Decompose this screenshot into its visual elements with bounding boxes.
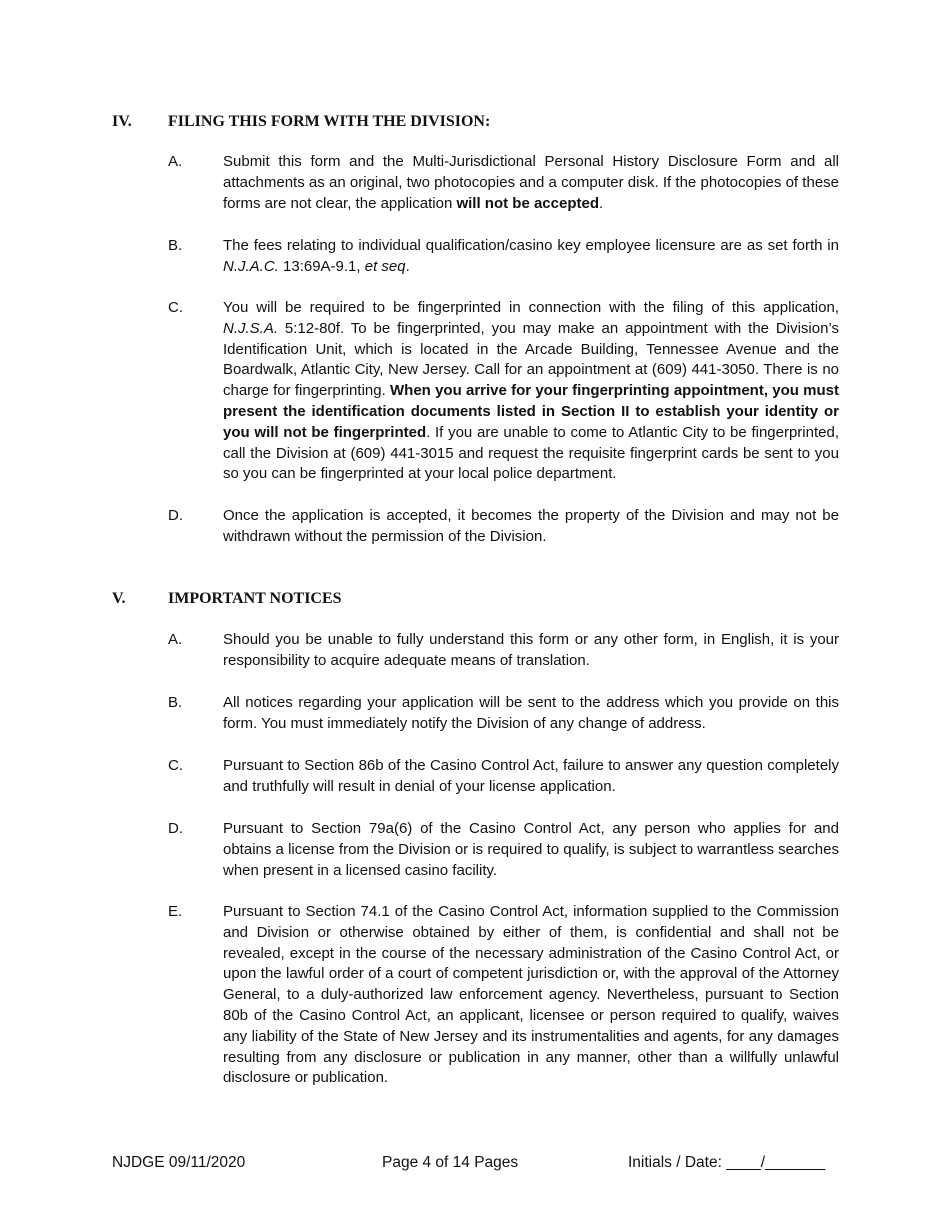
item-text (223, 902, 839, 1089)
item-letter: B. (168, 694, 183, 711)
footer-initials-date: Initials / Date: ____/_______ (628, 1154, 826, 1171)
text-segment: . If you are unable to come to Atlantic City to be fingerprinted, call the Division at (609) 441-3015 and request the requisite fingerprint cards be sent to you so you can be fingerprinted at your local police department. (223, 423, 839, 483)
item-letter: C. (168, 299, 183, 316)
section-title: FILING THIS FORM WITH THE DIVISION: (168, 113, 491, 130)
item-text (223, 236, 839, 278)
section-number: IV. (112, 113, 132, 130)
text-segment: Pursuant to Section 74.1 of the Casino Control Act, information supplied to the Commission and Division or otherwise obtained by either of them, is confidential and shall not be revealed, except in the course of the necessary administration of the Casino Control Act, or upon the lawful order of a court of competent jurisdiction or, with the approval of the Attorney General, to a duly-authorized law enforcement agency. Nevertheless, pursuant to Section 80b of the Casino Control Act, an applicant, licensee or person required to qualify, waives any liability of the State of New Jersey and its instrumentalities and agents, for any damages resulting from any disclosure or publication in any manner, other than a willfully unlawful disclosure or publication. (223, 903, 839, 1087)
section-title: IMPORTANT NOTICES (168, 590, 342, 607)
list-item (168, 902, 839, 1089)
item-letter: D. (168, 507, 183, 524)
item-letter: E. (168, 903, 183, 920)
item-text (223, 693, 839, 735)
item-text (223, 756, 839, 798)
list-item (168, 298, 839, 485)
text-segment: Pursuant to Section 86b of the Casino Control Act, failure to answer any question completely and truthfully will result in denial of your license application. (223, 757, 839, 795)
item-text (223, 506, 839, 548)
list-item (168, 236, 839, 278)
text-segment: Should you be unable to fully understand this form or any other form, in English, it is your responsibility to acquire adequate means of translation. (223, 631, 839, 669)
section-number: V. (112, 590, 126, 607)
text-segment: All notices regarding your application will be sent to the address which you provide on this form. You must immediately notify the Division of any change of address. (223, 694, 839, 732)
footer-page-number: Page 4 of 14 Pages (382, 1154, 519, 1171)
list-item (168, 819, 839, 881)
item-text (223, 152, 839, 214)
item-letter: A. (168, 153, 183, 170)
list-item (168, 152, 839, 214)
list-item (168, 506, 839, 548)
item-letter: D. (168, 820, 183, 837)
text-segment: Pursuant to Section 79a(6) of the Casino Control Act, any person who applies for and obtains a license from the Division or is required to qualify, is subject to warrantless searches when present in a licensed casino facility. (223, 820, 839, 879)
text-segment: et seq (364, 257, 406, 275)
text-segment: The fees relating to individual qualification/casino key employee licensure are as set forth in (223, 237, 839, 254)
text-segment: You will be required to be fingerprinted in connection with the filing of this application, (223, 299, 839, 316)
item-text (223, 298, 839, 485)
text-segment: 13:69A-9.1, (278, 257, 365, 275)
text-segment: N.J.A.C. (223, 257, 279, 275)
text-segment: . (405, 257, 410, 275)
list-item (168, 756, 839, 798)
item-letter: A. (168, 631, 183, 648)
list-item (168, 630, 839, 672)
item-letter: B. (168, 237, 183, 254)
text-segment: . (599, 194, 604, 212)
footer-form-id: NJDGE 09/11/2020 (112, 1154, 246, 1171)
text-segment: Once the application is accepted, it becomes the property of the Division and may not be withdrawn without the permission of the Division. (223, 507, 839, 545)
item-text (223, 630, 839, 672)
text-segment: When you arrive for your fingerprinting appointment, you must present the identification documents listed in Section II to establish your identity or you will not be fingerprinted (223, 382, 839, 441)
text-segment: 5:12-80f. To be fingerprinted, you may make an appointment with the Division’s Identification Unit, which is located in the Arcade Building, Tennessee Avenue and the Boardwalk, Atlantic City, New Jersey. Call for an appointment at (609) 441-3050. There is no charge for fingerprinting. (223, 319, 839, 400)
text-segment: will not be accepted (456, 194, 599, 212)
item-text (223, 819, 839, 881)
text-segment: Submit this form and the Multi-Jurisdictional Personal History Disclosure Form and all attachments as an original, two photocopies and a computer disk. If the photocopies of these forms are not clear, the application (223, 153, 839, 212)
item-letter: C. (168, 757, 183, 774)
list-item (168, 693, 839, 735)
text-segment: N.J.S.A. (223, 319, 279, 337)
